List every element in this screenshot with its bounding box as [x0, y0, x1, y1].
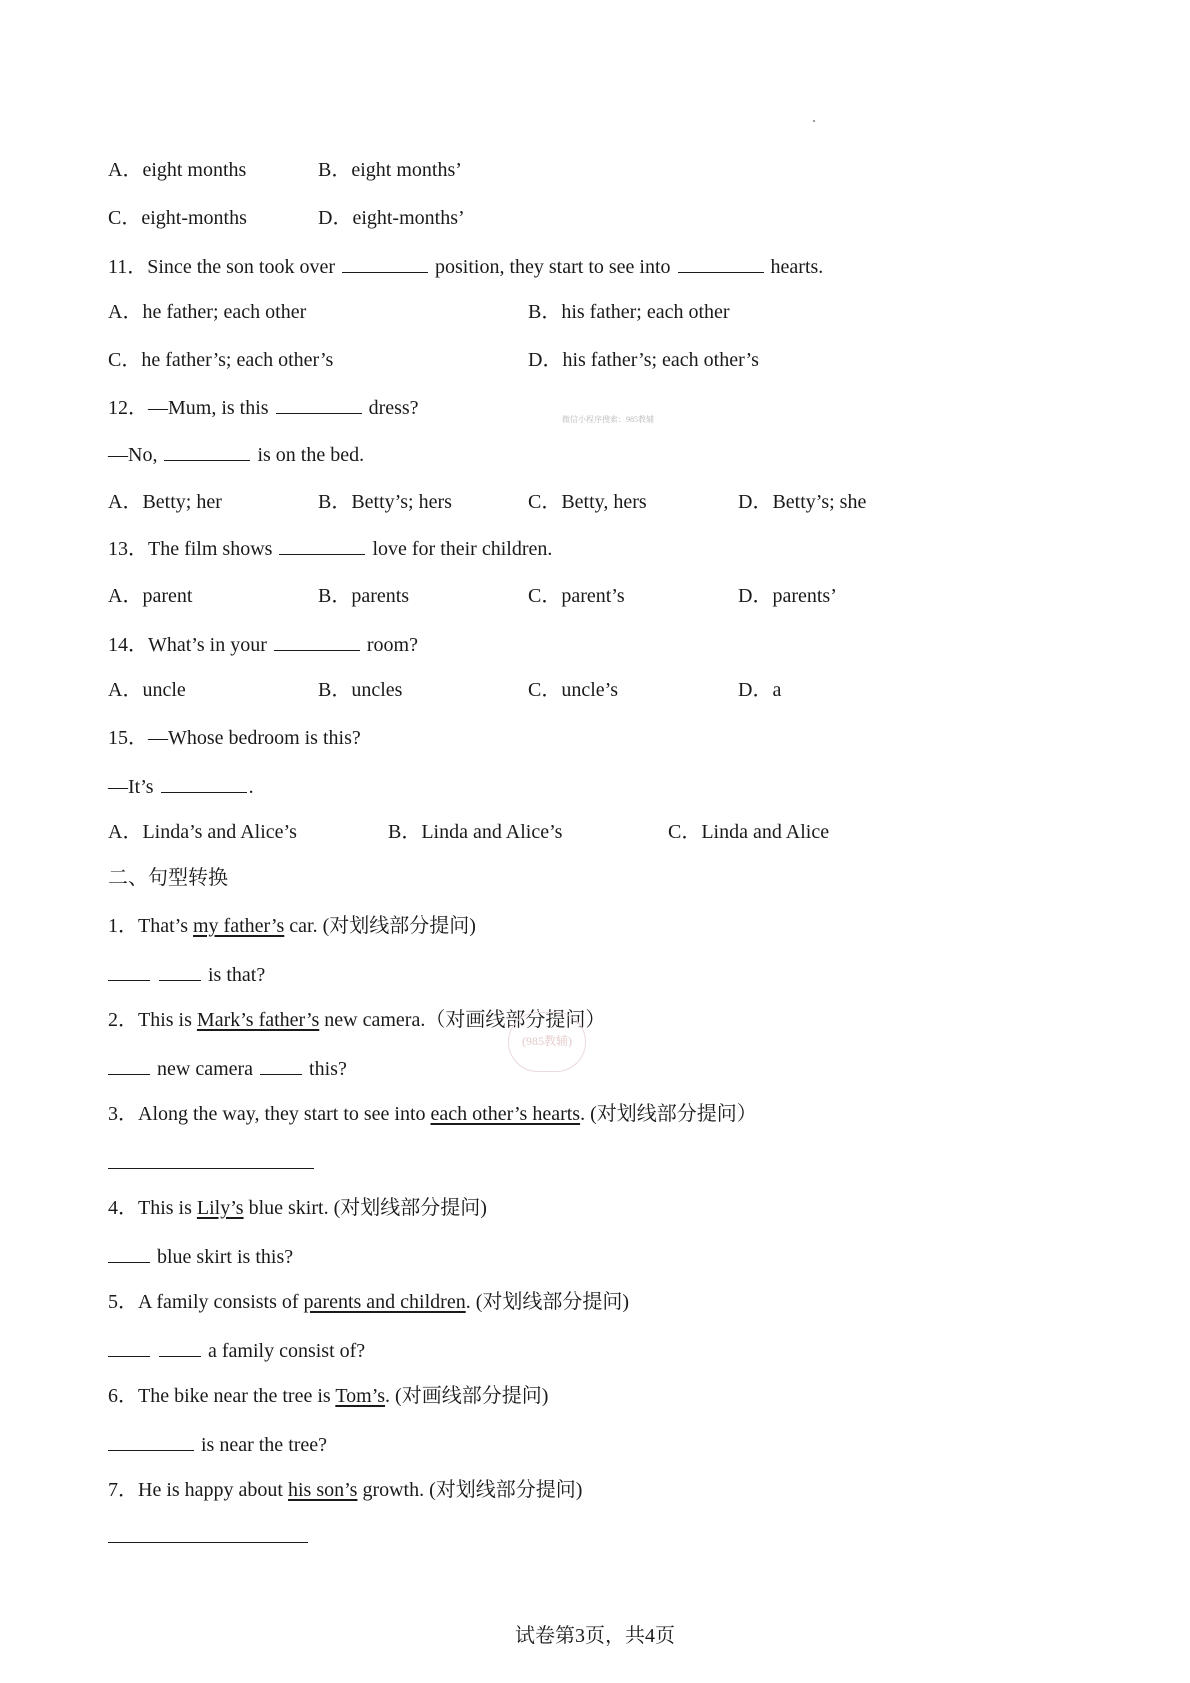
t2-answer-mid: new camera: [157, 1058, 254, 1080]
t4-blank: [108, 1244, 150, 1263]
t6-blank: [108, 1432, 194, 1451]
stray-mark: [813, 120, 815, 122]
q12-line2-post: is on the bed.: [257, 444, 365, 466]
q14-option-a: A．uncle: [108, 679, 186, 701]
t7-answer-blank: [108, 1524, 308, 1543]
question-13: [108, 536, 552, 561]
q14-option-b: B．uncles: [318, 679, 403, 701]
watermark-text: 微信小程序搜索：985教辅: [562, 415, 654, 424]
q14-text-pre: 14．What’s in your: [108, 634, 267, 656]
t5-pre: 5．A family consists of: [108, 1291, 299, 1313]
question-15-line-2: [108, 774, 254, 799]
t5-blank-1: [108, 1338, 150, 1357]
t3-underlined: each other’s hearts: [430, 1103, 581, 1125]
q15-option-c: C．Linda and Alice: [668, 821, 830, 843]
transform-7-answer: [108, 1524, 310, 1549]
q11-option-c: C．he father’s; each other’s: [108, 349, 334, 371]
t7-pre: 7．He is happy about: [108, 1479, 283, 1501]
transform-4: [108, 1196, 487, 1220]
question-12: [108, 395, 419, 420]
q12-text-pre: 12．—Mum, is this: [108, 397, 269, 419]
t5-underlined: parents and children: [303, 1291, 466, 1313]
t4-underlined: Lily’s: [196, 1197, 244, 1219]
q14-text-post: room?: [366, 634, 418, 656]
t2-blank-1: [108, 1056, 150, 1075]
t2-blank-2: [260, 1056, 302, 1075]
t1-pre: 1．That’s: [108, 915, 188, 937]
transform-6: [108, 1384, 548, 1408]
q13-text-pre: 13．The film shows: [108, 538, 273, 560]
t5-blank-2: [159, 1338, 201, 1357]
q13-option-b: B．parents: [318, 585, 410, 607]
transform-3-answer: [108, 1150, 316, 1175]
q15-option-a: A．Linda’s and Alice’s: [108, 821, 297, 843]
t6-answer-text: is near the tree?: [201, 1434, 328, 1456]
t1-blank-1: [108, 962, 150, 981]
q11-option-d: D．his father’s; each other’s: [528, 349, 759, 371]
transform-1: [108, 914, 476, 938]
q12-blank-2: [164, 442, 250, 461]
t3-pre: 3．Along the way, they start to see into: [108, 1103, 426, 1125]
q13-option-c: C．parent’s: [528, 585, 625, 607]
t3-post: . (对划线部分提问）: [580, 1103, 757, 1125]
t6-underlined: Tom’s: [335, 1385, 386, 1407]
t6-pre: 6．The bike near the tree is: [108, 1385, 331, 1407]
q15-option-b: B．Linda and Alice’s: [388, 821, 563, 843]
t2-post: new camera.（对画线部分提问）: [324, 1009, 606, 1031]
q11-option-a: A．he father; each other: [108, 301, 307, 323]
question-14: [108, 632, 418, 657]
page-footer: 试卷第3页，共4页: [515, 1625, 675, 1647]
q10-option-a: A．eight months: [108, 159, 247, 181]
q12-option-c: C．Betty, hers: [528, 491, 647, 513]
t1-blank-2: [159, 962, 201, 981]
q12-text-post: dress?: [368, 397, 419, 419]
q12-blank-1: [276, 395, 362, 414]
q11-text-mid: position, they start to see into: [435, 256, 671, 278]
q11-text-pre: 11．Since the son took over: [108, 256, 336, 278]
transform-5-answer: [108, 1338, 365, 1363]
q11-blank-2: [678, 254, 764, 273]
t4-answer-text: blue skirt is this?: [157, 1246, 294, 1268]
transform-1-answer: [108, 962, 265, 987]
t1-answer-text: is that?: [208, 964, 266, 986]
t1-post: car. (对划线部分提问): [289, 915, 476, 937]
q11-option-b: B．his father; each other: [528, 301, 730, 323]
transform-6-answer: [108, 1432, 327, 1457]
transform-7: [108, 1478, 582, 1502]
q11-text-post: hearts.: [770, 256, 824, 278]
t4-post: blue skirt. (对划线部分提问): [248, 1197, 487, 1219]
t3-answer-blank: [108, 1150, 314, 1169]
q12-option-d: D．Betty’s; she: [738, 491, 867, 513]
t1-underlined: my father’s: [193, 915, 285, 937]
transform-2-answer: [108, 1056, 347, 1081]
t2-underlined: Mark’s father’s: [196, 1009, 320, 1031]
t2-answer-end: this?: [309, 1058, 347, 1080]
q15-line2-pre: —It’s: [108, 776, 154, 798]
q15-blank: [161, 774, 247, 793]
q14-option-d: D．a: [738, 679, 782, 701]
q12-line2-pre: —No,: [108, 444, 158, 466]
q10-option-b: B．eight months’: [318, 159, 462, 181]
q10-option-c: C．eight-months: [108, 207, 247, 229]
question-12-line-2: [108, 442, 364, 467]
question-11: [108, 254, 823, 279]
t5-answer-text: a family consist of?: [208, 1340, 366, 1362]
watermark-seal: (985教辅): [508, 1012, 586, 1072]
section-2-title: 二、句型转换: [108, 867, 228, 889]
q13-text-post: love for their children.: [372, 538, 553, 560]
q13-blank: [279, 536, 365, 555]
q15-line2-post: .: [248, 776, 254, 798]
transform-5: [108, 1290, 629, 1314]
question-15: 15．—Whose bedroom is this?: [108, 727, 361, 749]
q14-option-c: C．uncle’s: [528, 679, 618, 701]
transform-4-answer: [108, 1244, 293, 1269]
q11-blank-1: [342, 254, 428, 273]
t6-post: . (对画线部分提问): [385, 1385, 549, 1407]
t2-pre: 2．This is: [108, 1009, 192, 1031]
q10-option-d: D．eight-months’: [318, 207, 465, 229]
q13-option-d: D．parents’: [738, 585, 837, 607]
t7-post: growth. (对划线部分提问): [362, 1479, 583, 1501]
q12-option-a: A．Betty; her: [108, 491, 222, 513]
q13-option-a: A．parent: [108, 585, 193, 607]
t7-underlined: his son’s: [287, 1479, 358, 1501]
q14-blank: [274, 632, 360, 651]
q12-option-b: B．Betty’s; hers: [318, 491, 452, 513]
transform-3: [108, 1102, 757, 1126]
t4-pre: 4．This is: [108, 1197, 192, 1219]
t5-post: . (对划线部分提问): [465, 1291, 630, 1313]
